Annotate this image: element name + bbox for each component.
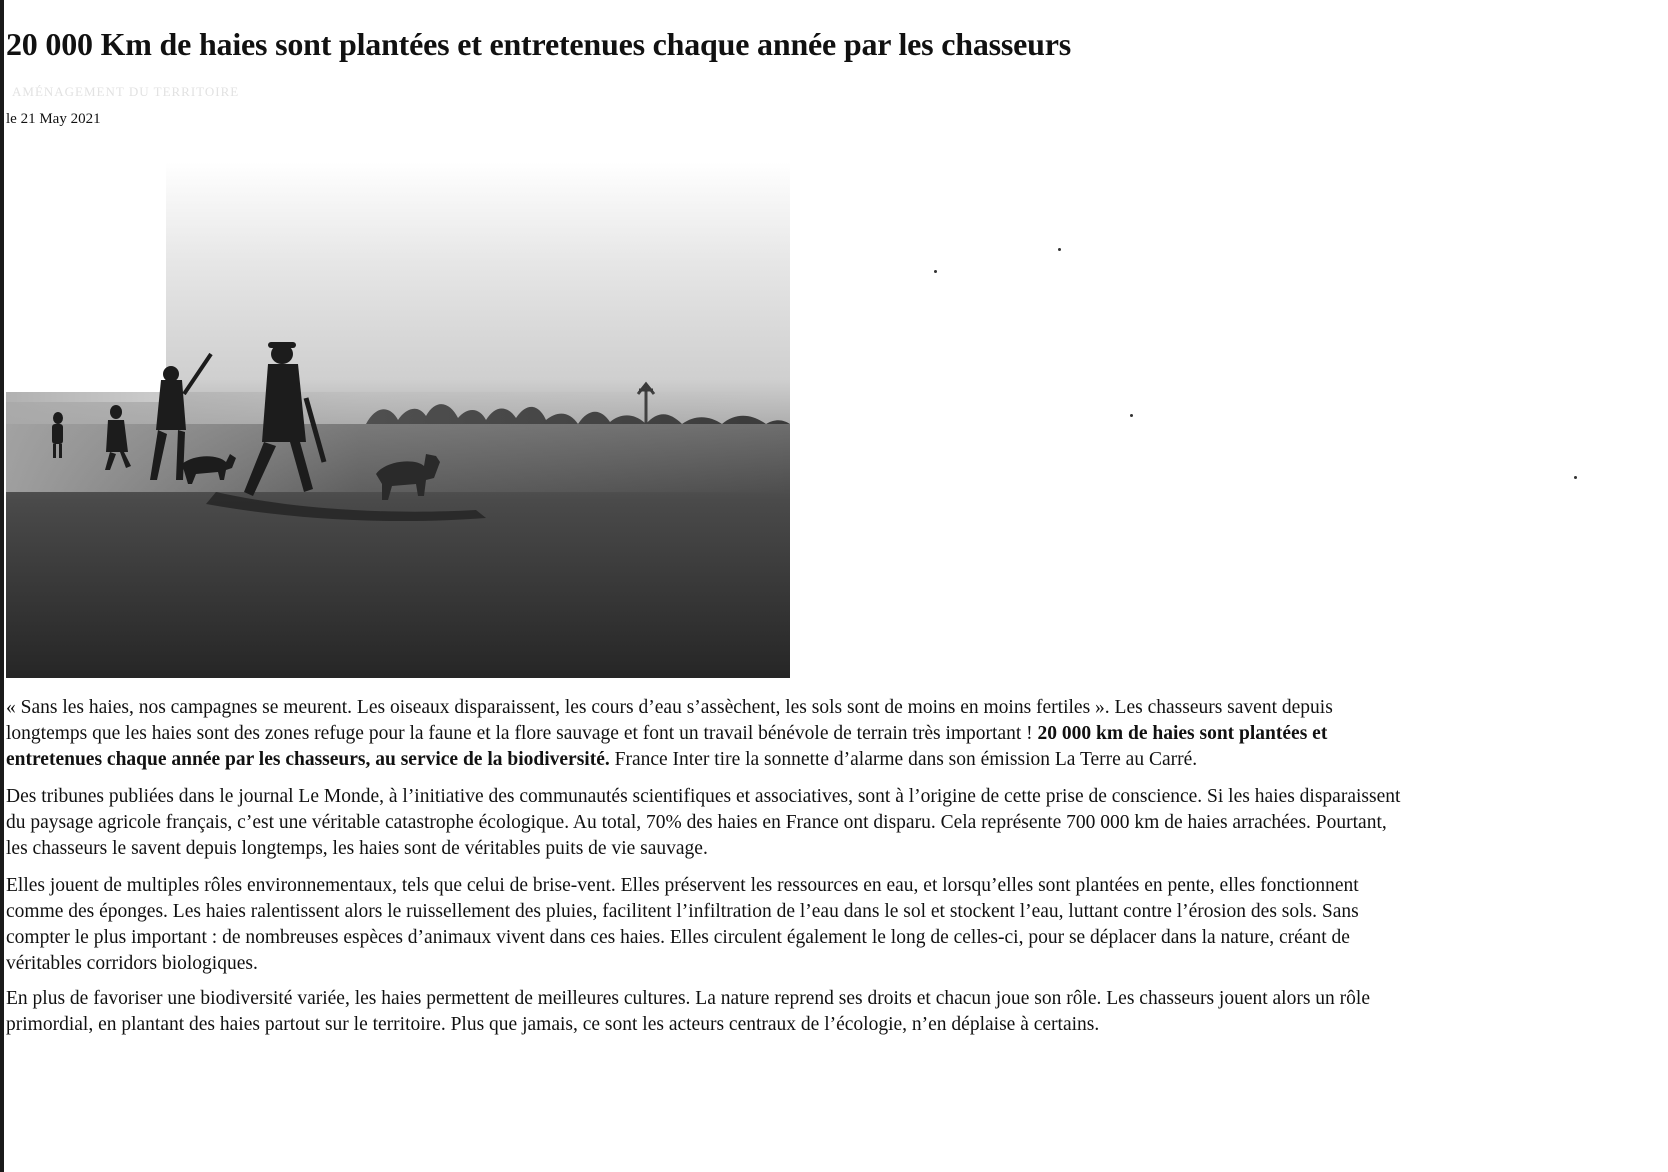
paragraph-4: En plus de favoriser une biodiversité variée, les haies permettent de meilleures cultures. La nature reprend ses droits et chacun joue son rôle. Les chasseurs jouent alors un rôle primordial, en plantant des haies partout sur le territoire. Plus que jamais, ce sont les acteurs centraux de l’écologie, n’en déplaise à certains.	[6, 988, 1370, 1035]
paragraph-3: Elles jouent de multiples rôles environnementaux, tels que celui de brise-vent. Elles préservent les ressources en eau, et lorsqu’elles sont plantées en pente, elles fonctionnent comme des éponges. Les haies ralentissent alors le ruissellement des pluies, facilitent l’infiltration de l’eau dans le sol et stockent l’eau, luttant contre l’érosion des sols. Sans compter le plus important : de nombreuses espèces d’animaux vivent dans ces haies. Elles circulent également le long de celles-ci, pour se déplacer dans la nature, créant de véritables corridors biologiques.	[6, 875, 1359, 974]
scan-speck	[1130, 414, 1133, 417]
article-date: le 21 May 2021	[6, 111, 101, 127]
paragraph-1-highlight: 20 000 km de haies sont plantées et entretenues chaque année par les chasseurs, au service de la biodiversité.	[6, 723, 1328, 770]
scan-speck	[934, 270, 937, 273]
article-photo	[6, 162, 790, 678]
paragraph-1-end: France Inter tire la sonnette d’alarme dans son émission La Terre au Carré.	[609, 749, 1198, 770]
paragraph-1-intro: « Sans les haies, nos campagnes se meurent. Les oiseaux disparaissent, les cours d’eau s’assèchent, les sols sont de moins en moins fertiles ». Les chasseurs savent depuis longtemps que les haies sont des zones refuge pour la faune et la flore sauvage et font un travail bénévole de terrain très important !	[6, 697, 1333, 744]
article-title: 20 000 Km de haies sont plantées et entretenues chaque année par les chasseurs	[6, 26, 1071, 62]
photo-sky-fade	[6, 162, 166, 402]
scan-edge	[0, 0, 4, 1172]
scan-speck	[1574, 476, 1577, 479]
article-rubric: AMÉNAGEMENT DU TERRITOIRE	[12, 84, 240, 99]
scan-speck	[1058, 248, 1061, 251]
paragraph-1	[6, 695, 1406, 773]
paragraph-2: Des tribunes publiées dans le journal Le Monde, à l’initiative des communautés scientifiques et associatives, sont à l’origine de cette prise de conscience. Si les haies disparaissent du paysage agricole français, c’est une véritable catastrophe écologique. Au total, 70% des haies en France ont disparu. Cela représente 700 000 km de haies arrachées. Pourtant, les chasseurs le savent depuis longtemps, les haies sont de véritables puits de vie sauvage.	[6, 786, 1401, 859]
article-body	[6, 695, 1406, 1049]
